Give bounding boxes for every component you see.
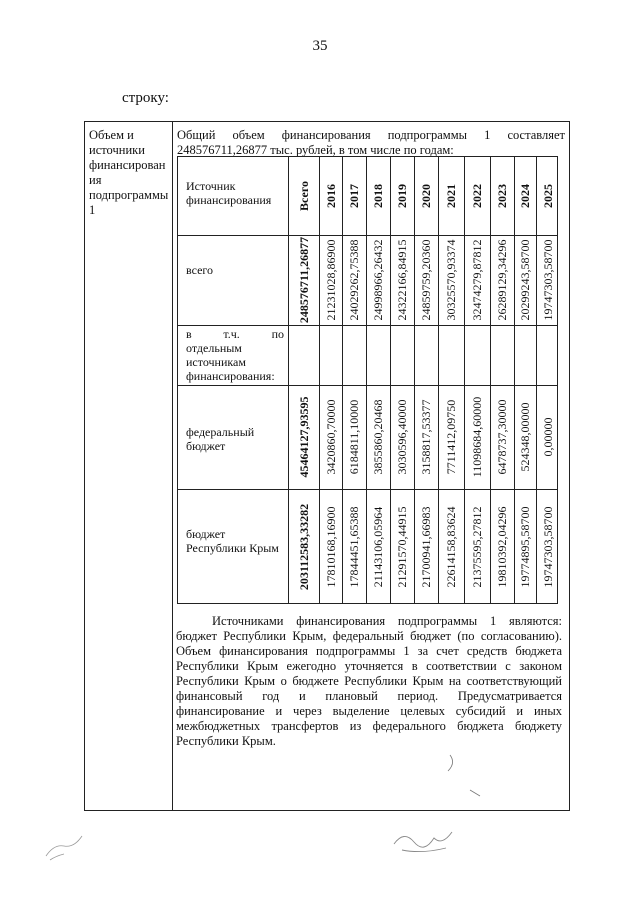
column-separator [414, 157, 415, 603]
column-separator [464, 157, 465, 603]
cell-total-2019: 24322166,84915 [395, 239, 409, 321]
cell-total-2022: 32474279,87812 [470, 239, 484, 321]
cell-total-2017: 24029262,75388 [347, 239, 361, 321]
federal-row-label: федеральный бюджет [186, 425, 255, 453]
column-header-Всего: Всего [296, 181, 311, 211]
outro-line: межбюджетных трансфертов из федерального бюджета бюджету [176, 719, 562, 733]
outro-line: бюджет Республики Крым, федеральный бюджет (по согласованию). [176, 629, 562, 643]
intro-line-2: 248576711,26877 тыс. рублей, в том числе по годам: [177, 143, 454, 157]
intro-line-1: Общий объем финансирования подпрограммы 1 составляет [177, 128, 565, 142]
cell-federal-2022: 11098684,60000 [470, 396, 484, 478]
cell-federal-2020: 3158817,53377 [419, 399, 433, 475]
lead-text: строку: [122, 90, 169, 106]
cell-federal-2018: 3855860,20468 [371, 399, 385, 475]
cell-federal-2016: 3420860,70000 [323, 399, 338, 475]
cell-crimea-2016: 17810168,16900 [323, 506, 338, 588]
scribble-mark [40, 830, 90, 870]
cell-total-2025: 19747303,58700 [540, 239, 555, 321]
column-separator [514, 157, 515, 603]
column-divider [172, 122, 173, 810]
cell-crimea-2025: 19747303,58700 [540, 506, 555, 588]
outro-line: Республики Крым ежегодно уточняется в соответствии с законом [176, 659, 562, 673]
cell-crimea-2022: 21375595,27812 [470, 506, 484, 588]
including-line-4: финансирования: [186, 369, 275, 383]
row-separator [178, 385, 557, 386]
cell-crimea-2024: 19774895,58700 [518, 506, 532, 588]
column-header-2020: 2020 [419, 184, 433, 208]
including-line-3: источникам [186, 355, 246, 369]
cell-total-Всего: 248576711,26877 [296, 236, 311, 324]
cell-total-2024: 20299243,58700 [518, 239, 532, 321]
cell-crimea-Всего: 203112583,33282 [296, 503, 311, 591]
cell-total-2023: 26289129,34296 [495, 239, 509, 321]
column-header-2017: 2017 [347, 184, 361, 208]
cell-crimea-2018: 21143106,05964 [371, 506, 385, 588]
cell-federal-2017: 6184811,10000 [347, 399, 361, 475]
financing-table [177, 156, 558, 604]
outro-line: Республики Крым. [176, 734, 276, 748]
cell-crimea-2021: 22614158,83624 [444, 506, 458, 588]
cell-federal-2024: 524348,00000 [518, 402, 532, 472]
outro-line: финансовый год и плановый период. Предусматривается [176, 689, 562, 703]
column-header-2021: 2021 [444, 184, 458, 208]
column-separator [438, 157, 439, 603]
source-header-label: Источник финансирования [186, 179, 272, 207]
column-header-2024: 2024 [518, 184, 532, 208]
row-separator [178, 489, 557, 490]
page-number: 35 [312, 38, 328, 54]
intro-text [177, 128, 565, 158]
including-line-1: в т.ч. по [186, 327, 284, 341]
outro-line: Республики Крым о бюджете Республики Крым на соответствующий [176, 674, 562, 688]
total-row-label: всего [186, 263, 214, 277]
column-separator [319, 157, 320, 603]
column-separator [536, 157, 537, 603]
column-separator [342, 157, 343, 603]
cell-federal-2025: 0,00000 [540, 417, 555, 457]
column-header-2025: 2025 [540, 184, 555, 208]
cell-total-2016: 21231028,86900 [323, 239, 338, 321]
cell-crimea-2020: 21700941,66983 [419, 506, 433, 588]
cell-total-2021: 30325570,93374 [444, 239, 458, 321]
column-header-2019: 2019 [395, 184, 409, 208]
cell-crimea-2023: 19810392,04296 [495, 506, 509, 588]
cell-federal-2021: 7711412,09750 [444, 399, 458, 475]
including-row-label [186, 327, 284, 383]
cell-total-2018: 24998966,26432 [371, 239, 385, 321]
including-line-2: отдельным [186, 341, 242, 355]
column-separator [390, 157, 391, 603]
outro-line: Источниками финансирования подпрограммы 1 являются: [212, 614, 562, 628]
column-separator [366, 157, 367, 603]
outro-line: Объем финансирования подпрограммы 1 за счет средств бюджета [176, 644, 562, 658]
left-label: Объем и источники финансирован ия подпрограммы 1 [89, 128, 169, 217]
cell-crimea-2019: 21291570,44915 [395, 506, 409, 588]
column-header-2022: 2022 [470, 184, 484, 208]
sources-paragraph [176, 614, 562, 749]
cell-federal-2023: 6478737,30000 [495, 399, 509, 475]
cell-total-2020: 24859759,20360 [419, 239, 433, 321]
outro-line: финансирование и через выделение целевых субсидий и иных [176, 704, 562, 718]
column-header-2018: 2018 [371, 184, 385, 208]
row-separator [178, 235, 557, 236]
cell-crimea-2017: 17844451,65388 [347, 506, 361, 588]
signature-mark [388, 820, 468, 860]
column-header-2023: 2023 [495, 184, 509, 208]
cell-federal-2019: 3030596,40000 [395, 399, 409, 475]
cell-federal-Всего: 45464127,93595 [296, 396, 311, 478]
pen-mark [430, 745, 490, 805]
column-header-2016: 2016 [323, 184, 338, 208]
column-separator [288, 157, 289, 603]
crimea-row-label: бюджет Республики Крым [186, 527, 279, 555]
row-separator [178, 325, 557, 326]
column-separator [490, 157, 491, 603]
